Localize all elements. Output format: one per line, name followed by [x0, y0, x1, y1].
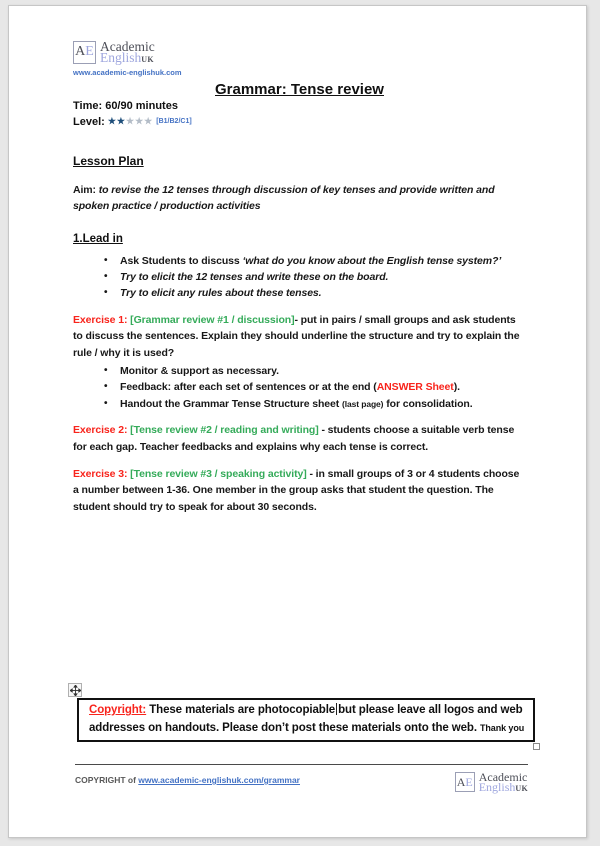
time-line: [73, 100, 526, 113]
exercise3-label: Exercise 3:: [73, 468, 128, 481]
answer-sheet-ref: ANSWER Sheet: [376, 381, 454, 394]
page-footer: [75, 764, 528, 794]
thank-you-text: Thank you: [480, 722, 525, 733]
exercise2-text: - students choose a suitable verb tense for each gap. Teacher feedbacks and explains why each tense is correct.: [73, 424, 515, 453]
copyright-label: Copyright:: [89, 704, 147, 717]
aim-paragraph: [73, 182, 526, 215]
document-page: [8, 5, 587, 838]
lead-in-heading: 1.Lead in: [73, 232, 123, 245]
list-item: • Monitor & support as necessary.: [73, 363, 526, 379]
page-title: Grammar: Tense review: [215, 81, 384, 98]
exercise2-bracket: [Tense review #2 / reading and writing]: [127, 424, 319, 437]
level-stars-empty: ★★★: [126, 116, 154, 126]
level-stars-filled: ★★: [107, 116, 126, 126]
aim-text: to revise the 12 tenses through discussion of key tenses and provide written and spoken practice / production activities: [73, 184, 495, 213]
exercise1-label: Exercise 1:: [73, 313, 128, 326]
resize-handle[interactable]: [533, 743, 540, 750]
bullet-marker: •: [104, 287, 108, 299]
ae-monogram-icon: A E: [455, 772, 475, 792]
exercise2-paragraph: [73, 422, 526, 455]
exercise2-label: Exercise 2:: [73, 424, 128, 437]
logo-word-uk: UK: [141, 55, 154, 64]
copyright-textbox-wrapper: [68, 683, 526, 742]
lesson-plan-heading: Lesson Plan: [73, 154, 144, 168]
list-item: • Ask Students to discuss ‘what do you know about the English tense system?’: [73, 253, 526, 269]
logo-word-english: English: [100, 50, 142, 65]
text-cursor: [336, 703, 337, 715]
exercise1-bracket: [Grammar review #1 / discussion]: [127, 313, 295, 326]
footer-logo: A E Academic EnglishUK: [456, 770, 528, 794]
level-label: Level:: [73, 116, 108, 128]
exercise3-bracket: [Tense review #3 / speaking activity]: [127, 468, 307, 481]
bullet-marker: •: [104, 254, 108, 266]
time-label: Time:: [73, 100, 103, 112]
aim-label: Aim:: [73, 184, 96, 196]
bullet-marker: •: [104, 365, 108, 377]
bullet-marker: •: [104, 271, 108, 282]
logo-wordmark: [100, 39, 155, 65]
logo-url-link[interactable]: www.academic-englishuk.com: [73, 68, 182, 77]
copyright-text-2: but please leave all logos and web addresses on handouts. Please don’t post these materials onto the web.: [89, 704, 523, 734]
exercise3-text: - in small groups of 3 or 4 students choose a number between 1-36. One member in the group asks that student the question. The student should try to speak for about 30 seconds.: [73, 468, 520, 513]
bullet-marker: •: [104, 397, 108, 409]
level-code: [B1/B2/C1]: [156, 118, 192, 125]
monogram-letter-a: A: [75, 44, 86, 59]
ae-monogram-icon: [73, 41, 96, 64]
last-page-note: (last page): [342, 398, 384, 409]
level-line: [73, 115, 526, 129]
exercise1-paragraph: [73, 312, 526, 361]
monogram-letter-e: E: [85, 44, 94, 59]
list-item: • Handout the Grammar Tense Structure sheet (last page) for consolidation.: [73, 396, 526, 412]
move-handle-icon[interactable]: [68, 683, 82, 697]
logo-word-academic: Academic: [100, 39, 155, 54]
list-item: • Try to elicit any rules about these tenses.: [73, 285, 526, 301]
exercise1-list: [73, 363, 526, 412]
list-item: • Feedback: after each set of sentences or at the end (ANSWER Sheet).: [73, 379, 526, 395]
copyright-text-1: These materials are photocopiable: [146, 704, 336, 717]
bullet-marker: •: [104, 381, 108, 393]
exercise1-text: - put in pairs / small groups and ask students to discuss the sentences. Explain they should underline the structure and try to explain the rule / why it is used?: [73, 313, 520, 359]
footer-copyright: COPYRIGHT of www.academic-englishuk.com/grammar: [75, 775, 300, 785]
footer-grammar-link[interactable]: www.academic-englishuk.com/grammar: [138, 775, 300, 785]
header-logo: [73, 39, 182, 77]
copyright-box[interactable]: [77, 698, 535, 742]
list-item: • Try to elicit the 12 tenses and write these on the board.: [73, 269, 526, 285]
time-value: 60/90 minutes: [102, 100, 178, 112]
exercise3-paragraph: [73, 466, 526, 515]
lead-in-list: [73, 253, 526, 302]
